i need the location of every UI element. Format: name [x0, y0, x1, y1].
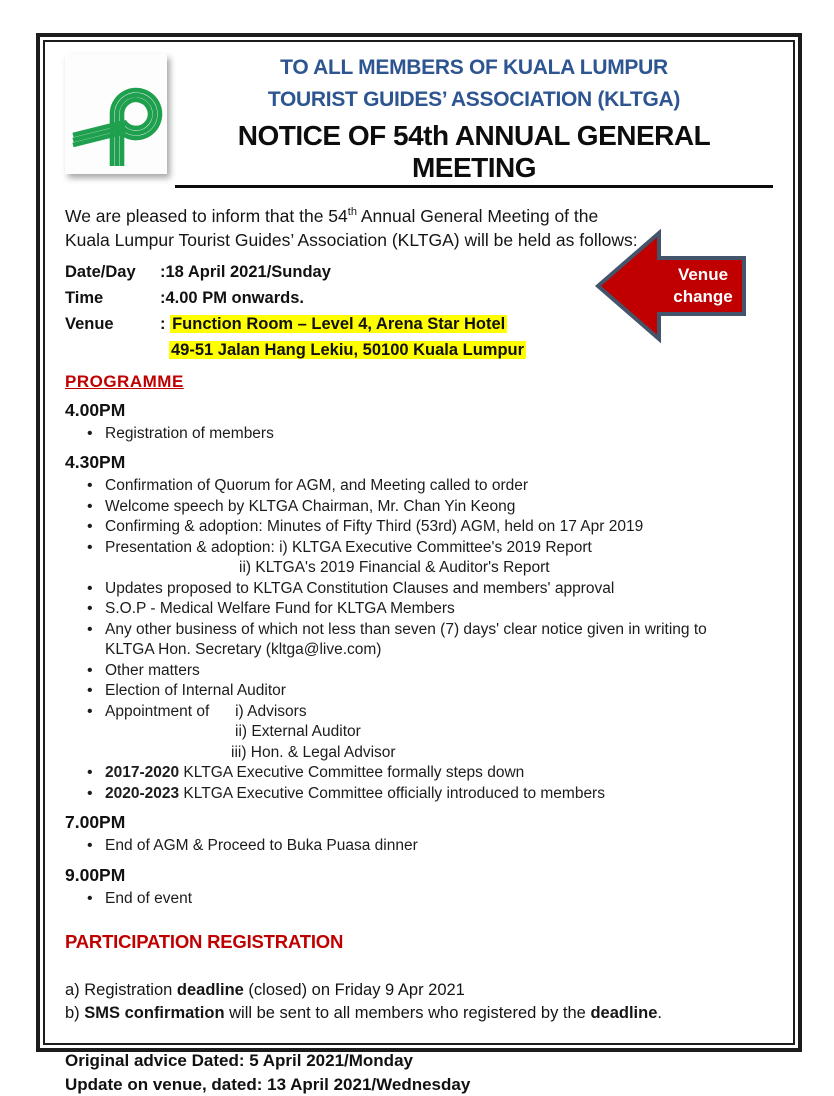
time-value: :4.00 PM onwards. [160, 288, 304, 307]
advice-line2: Update on venue, dated: 13 April 2021/Wednesday [65, 1074, 471, 1094]
programme-item: • 2017-2020 KLTGA Executive Committee formally steps down [65, 763, 773, 784]
programme-time: 4.00PM [65, 399, 126, 420]
header-title-line2: TOURIST GUIDES’ ASSOCIATION (KLTGA) [267, 88, 681, 111]
programme-item: • Presentation & adoption: i) KLTGA Executive Committee's 2019 Report ii) KLTGA's 2019 Financial & Auditor's Report [65, 538, 773, 579]
programme-item: • S.O.P - Medical Welfare Fund for KLTGA Members [65, 599, 773, 620]
date-value: :18 April 2021/Sunday [160, 262, 331, 281]
programme-item: • Appointment of i) Advisors ii) External Auditor iii) Hon. & Legal Advisor [65, 702, 773, 764]
kltga-logo [65, 54, 167, 174]
programme-sections [65, 399, 773, 910]
programme-item: • Confirming & adoption: Minutes of Fifty Third (53rd) AGM, held on 17 Apr 2019 [65, 517, 773, 538]
document-frame [36, 33, 802, 1094]
participation-item: b) SMS confirmation will be sent to all members who registered by the deadline. [65, 1004, 662, 1023]
programme-item-continuation: iii) Hon. & Legal Advisor [231, 743, 396, 761]
participation-items [65, 979, 773, 1025]
programme-item: • Registration of members [65, 424, 773, 445]
venue-change-label: Venue change [673, 265, 733, 306]
venue-line1-highlighted: Function Room – Level 4, Arena Star Hotel [172, 314, 506, 333]
time-label: Time [65, 288, 104, 307]
programme-time: 4.30PM [65, 452, 126, 473]
programme-item: • Other matters [65, 661, 773, 682]
programme-item: • Welcome speech by KLTGA Chairman, Mr. Chan Yin Keong [65, 497, 773, 518]
participation-item: a) Registration deadline (closed) on Friday 9 Apr 2021 [65, 981, 465, 1000]
intro-line2: Kuala Lumpur Tourist Guides’ Association (KLTGA) will be held as follows: [65, 229, 638, 250]
programme-item: • Updates proposed to KLTGA Constitution Clauses and members' approval [65, 579, 773, 600]
programme-item: • End of AGM & Proceed to Buka Puasa dinner [65, 836, 773, 857]
venue-line2-highlighted: 49-51 Jalan Hang Lekiu, 50100 Kuala Lumpur [171, 340, 525, 359]
advice-line1: Original advice Dated: 5 April 2021/Monday [65, 1051, 413, 1071]
programme-list [65, 424, 773, 445]
programme-heading: PROGRAMME [65, 371, 184, 391]
programme-list [65, 476, 773, 804]
intro-line1: We are pleased to inform that the 54th Annual General Meeting of the [65, 205, 599, 226]
programme-item-continuation: KLTGA Hon. Secretary (kltga@live.com) [105, 641, 382, 659]
programme-item: • Election of Internal Auditor [65, 681, 773, 702]
programme-item: • Any other business of which not less than seven (7) days' clear notice given in writing to KLTGA Hon. Secretary (kltga@live.com) [65, 620, 773, 661]
programme-item-continuation: ii) External Auditor [235, 723, 361, 741]
green-ribbon-logo-icon [65, 54, 167, 174]
programme-item: • 2020-2023 KLTGA Executive Committee officially introduced to members [65, 784, 773, 805]
notice-title: NOTICE OF 54th ANNUAL GENERAL MEETING [175, 120, 773, 188]
programme-time: 9.00PM [65, 864, 126, 885]
header-title-line1: TO ALL MEMBERS OF KUALA LUMPUR [280, 56, 668, 79]
programme-item-continuation: ii) KLTGA's 2019 Financial & Auditor's Report [239, 559, 550, 577]
venue-change-callout [595, 227, 747, 345]
programme-item: • Confirmation of Quorum for AGM, and Meeting called to order [65, 476, 773, 497]
programme-list [65, 836, 773, 857]
header [175, 52, 773, 188]
programme-list [65, 889, 773, 910]
venue-value: : Function Room – Level 4, Arena Star Hotel 49-51 Jalan Hang Lekiu, 50100 Kuala Lumpur [160, 314, 525, 359]
document-page [43, 40, 795, 1094]
date-label: Date/Day [65, 262, 136, 281]
participation-heading: PARTICIPATION REGISTRATION [65, 931, 344, 953]
advice-footer [65, 1049, 773, 1096]
venue-label: Venue [65, 314, 114, 333]
programme-item: • End of event [65, 889, 773, 910]
programme-time: 7.00PM [65, 812, 126, 833]
